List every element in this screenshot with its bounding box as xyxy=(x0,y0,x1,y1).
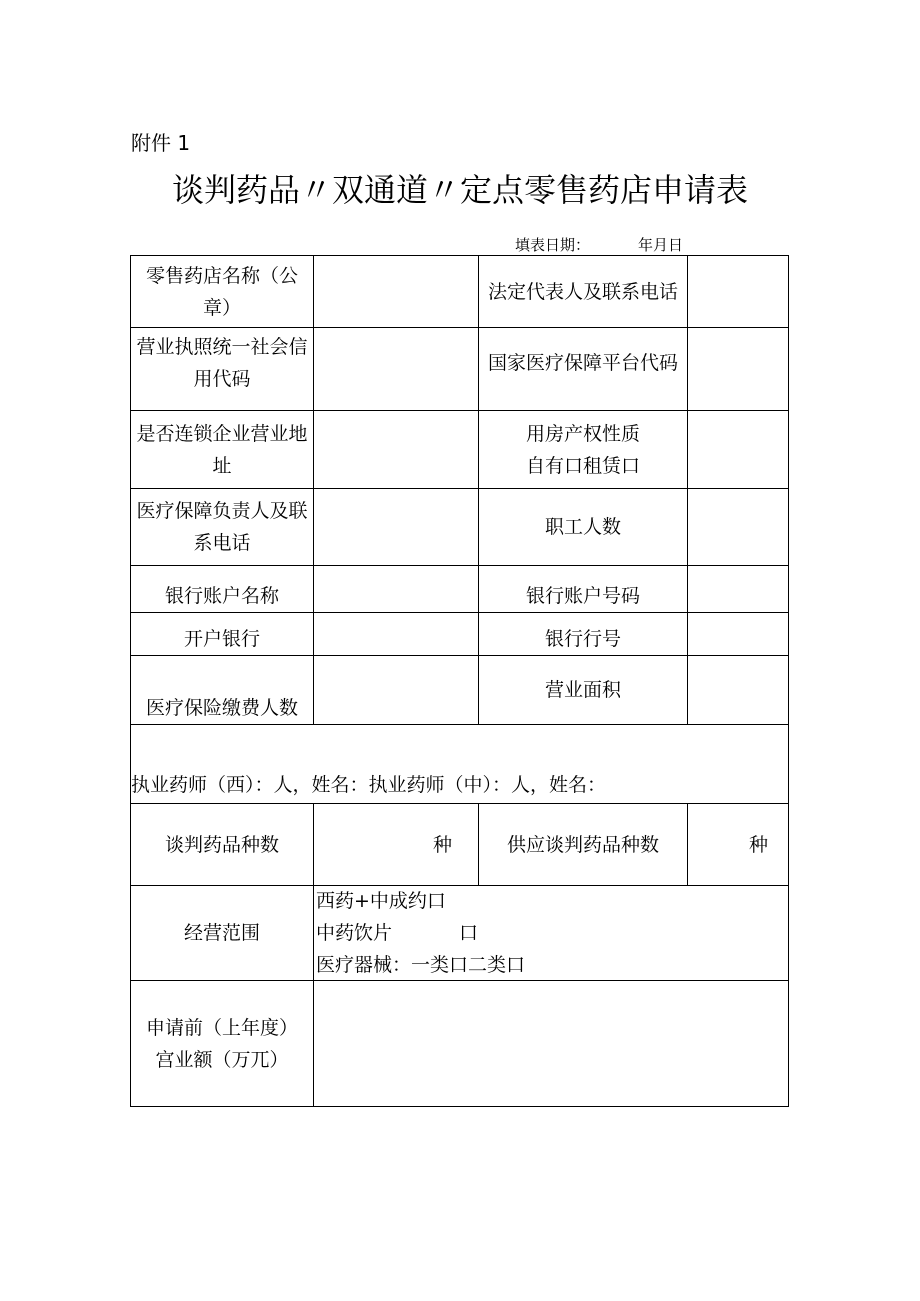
bank-account-name-value[interactable] xyxy=(314,566,478,612)
annex-label: 附件 1 xyxy=(131,131,191,155)
fill-date-label: 填表日期： xyxy=(515,236,591,254)
platform-code-label: 国家医疗保障平台代码 xyxy=(487,352,678,374)
staff-count-value[interactable] xyxy=(688,489,788,565)
insured-count-label: 医疗保险缴费人数 xyxy=(145,697,298,719)
scope-western-medicine-option[interactable]: 西药+中成约口 xyxy=(316,890,446,912)
property-nature-label: 用房产权性质 自有口租赁口 xyxy=(525,422,640,477)
fill-date-suffix: 年月日 xyxy=(638,236,684,254)
bank-code-value[interactable] xyxy=(688,613,788,655)
property-nature-value[interactable] xyxy=(688,411,788,488)
platform-code-value[interactable] xyxy=(688,328,788,410)
bank-label: 开户银行 xyxy=(183,628,260,650)
store-name-value[interactable] xyxy=(314,255,478,328)
scope-options xyxy=(314,886,788,980)
chain-address-label: 是否连锁企业营业地址 xyxy=(136,422,308,477)
business-area-label: 营业面积 xyxy=(544,679,621,701)
legal-rep-value[interactable] xyxy=(688,255,788,328)
fill-date xyxy=(515,234,683,255)
business-area-value[interactable] xyxy=(688,656,788,724)
scope-label: 经营范围 xyxy=(183,922,260,944)
supply-count-label: 供应谈判药品种数 xyxy=(506,833,659,856)
insurance-contact-label: 医疗保障负责人及联系电话 xyxy=(136,500,308,554)
table-border-bottom xyxy=(130,1106,789,1107)
table-border-right xyxy=(788,255,789,1107)
insured-count-value[interactable] xyxy=(314,656,478,724)
bank-code-label: 银行行号 xyxy=(544,628,621,650)
bank-value[interactable] xyxy=(314,613,478,655)
drug-count-label: 谈判药品种数 xyxy=(164,833,279,856)
scope-medical-device-option[interactable]: 医疗器械：一类口二类口 xyxy=(316,954,526,976)
page-title: 谈判药品〃双通道〃定点零售药店申请表 xyxy=(171,171,748,209)
store-name-label: 零售药店名称（公章） xyxy=(145,264,298,319)
bank-account-no-value[interactable] xyxy=(688,566,788,612)
bank-account-name-label: 银行账户名称 xyxy=(164,585,279,607)
application-form xyxy=(130,255,789,1107)
revenue-label: 申请前（上年度） 宫业额（万兀） xyxy=(145,1016,298,1071)
insurance-contact-value[interactable] xyxy=(314,489,478,565)
bank-account-no-label: 银行账户号码 xyxy=(525,585,640,607)
chain-address-value[interactable] xyxy=(314,411,478,488)
credit-code-label: 营业执照统一社会信用代码 xyxy=(136,336,308,390)
scope-herbal-pieces-option[interactable]: 中药饮片 口 xyxy=(316,922,479,944)
pharmacists-row[interactable]: 执业药师（西）：人，姓名：执业药师（中）：人，姓名： xyxy=(131,774,607,796)
credit-code-value[interactable] xyxy=(314,328,478,410)
staff-count-label: 职工人数 xyxy=(544,516,621,538)
legal-rep-label: 法定代表人及联系电话 xyxy=(487,280,678,303)
drug-count-value[interactable]: 种 xyxy=(432,833,452,856)
revenue-value[interactable] xyxy=(314,981,788,1106)
supply-count-value[interactable]: 种 xyxy=(748,833,768,856)
